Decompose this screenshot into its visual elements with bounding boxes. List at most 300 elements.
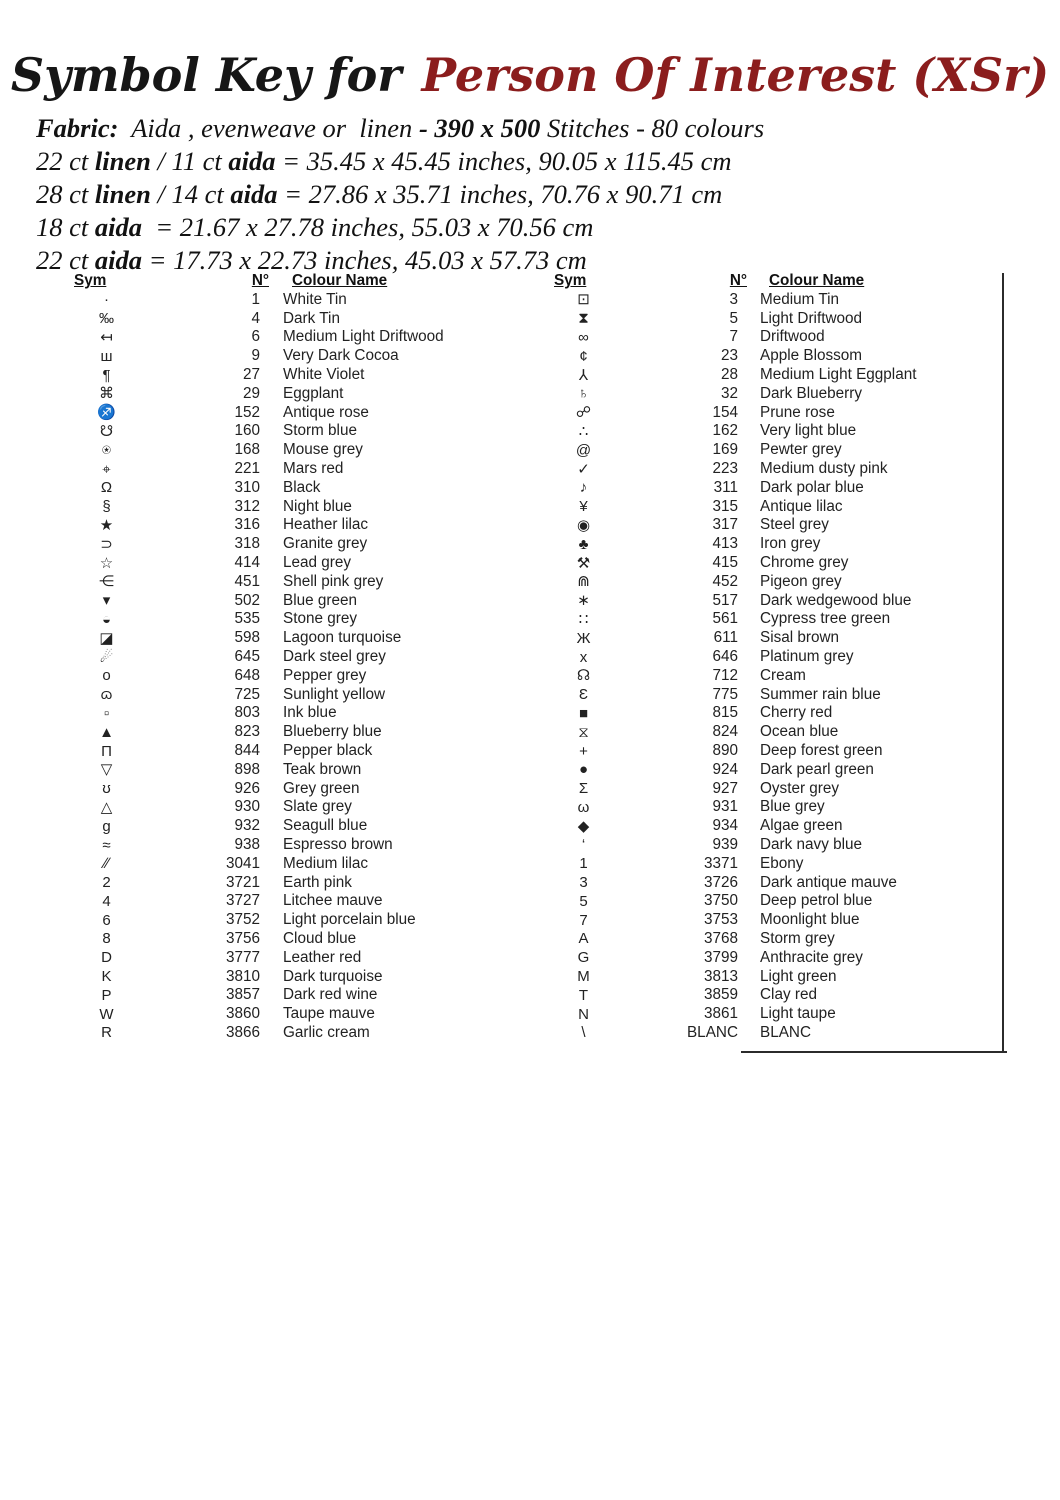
number-cell: 3 [729, 290, 738, 308]
symbol-cell: ♐ [97, 404, 116, 422]
table-header-row [545, 271, 916, 291]
symbol-row [545, 930, 916, 949]
fabric-segment: aida [94, 212, 142, 242]
colour-name-cell: Medium Light Driftwood [283, 328, 444, 346]
number-cell: 3756 [225, 929, 260, 947]
symbol-row [545, 384, 916, 403]
number-cell: 611 [713, 629, 738, 647]
symbol-cell: ☄ [99, 648, 114, 666]
fabric-line [36, 178, 764, 211]
colour-name-cell: Mars red [283, 460, 344, 478]
symbol-cell: Ɛ [578, 686, 589, 704]
symbol-row [65, 535, 444, 554]
symbol-row [65, 911, 444, 930]
colour-name-cell: Cloud blue [283, 929, 357, 947]
colour-name-cell: Apple Blossom [760, 347, 863, 365]
symbol-row [65, 384, 444, 403]
symbol-cell: ▫ [103, 704, 110, 722]
symbol-cell: ш [100, 347, 113, 365]
symbol-row [65, 986, 444, 1005]
number-cell: 7 [729, 328, 738, 346]
number-cell: 898 [234, 760, 260, 778]
number-cell: 926 [234, 779, 260, 797]
symbol-cell: 4 [102, 892, 111, 910]
symbol-cell: Σ [578, 780, 589, 798]
symbol-cell: N [578, 1005, 589, 1023]
number-cell: 23 [720, 347, 738, 365]
fabric-segment: - 390 x 500 [418, 113, 541, 143]
fabric-info [36, 112, 764, 277]
symbol-cell: 8 [102, 930, 111, 948]
symbol-cell: G [577, 949, 590, 967]
colour-name-cell: Earth pink [283, 873, 352, 891]
fabric-line [36, 112, 764, 145]
symbol-row [545, 610, 916, 629]
symbol-cell: ∞ [578, 328, 589, 346]
symbol-cell: R [101, 1024, 112, 1042]
number-cell: 535 [234, 610, 260, 628]
symbol-row [545, 986, 916, 1005]
fabric-segment: 22 ct [36, 146, 95, 176]
number-cell: 311 [713, 478, 738, 496]
number-cell: 844 [234, 742, 260, 760]
number-cell: 3799 [703, 948, 738, 966]
colour-name-cell: Pepper black [283, 742, 373, 760]
symbol-cell: 3 [579, 874, 588, 892]
number-cell: 415 [712, 554, 738, 572]
fabric-segment: aida [228, 146, 276, 176]
symbol-cell: ☍ [575, 404, 592, 422]
symbol-cell: \ [581, 1024, 586, 1042]
project-name: Person Of Interest (XSr) [421, 48, 1050, 102]
colour-name-cell: Sisal brown [760, 629, 840, 647]
colour-name-cell: Light porcelain blue [283, 911, 416, 929]
number-cell: 1 [251, 290, 260, 308]
symbol-cell: + [579, 742, 588, 760]
colour-name-cell: Dark turquoise [283, 967, 383, 985]
symbol-cell: ⧖ [578, 723, 589, 741]
symbol-row [545, 291, 916, 310]
number-cell: 452 [712, 572, 738, 590]
symbol-cell: ʊ [102, 780, 111, 798]
colour-name-cell: Pepper grey [283, 666, 367, 684]
symbol-cell: ¢ [579, 347, 588, 365]
symbol-cell: ⋲ [99, 573, 114, 591]
colour-name-cell: Cherry red [760, 704, 833, 722]
number-cell: 223 [712, 460, 738, 478]
colour-name-cell: BLANC [760, 1023, 812, 1041]
symbol-cell: ⌘ [99, 385, 114, 403]
fabric-line [36, 145, 764, 178]
colour-name-cell: Espresso brown [283, 836, 393, 853]
colour-name-cell: Dark navy blue [760, 836, 863, 853]
number-cell: 32 [720, 384, 738, 402]
symbol-row [545, 441, 916, 460]
symbol-cell: T [578, 986, 589, 1004]
symbol-row [545, 779, 916, 798]
number-cell: 3857 [225, 986, 260, 1004]
fabric-segment: 22 ct [36, 245, 95, 275]
colour-name-cell: Ocean blue [760, 723, 839, 741]
symbol-cell: ≈ [102, 836, 111, 854]
colour-name-cell: Antique lilac [760, 497, 843, 515]
symbol-row [65, 572, 444, 591]
number-cell: 824 [712, 723, 738, 741]
symbol-cell: ★ [99, 516, 114, 534]
symbol-cell: x [579, 648, 588, 666]
symbol-row [545, 892, 916, 911]
symbol-cell: ♪ [579, 479, 588, 497]
symbol-row [545, 798, 916, 817]
symbol-cell: ∕∕ [103, 855, 109, 873]
colour-name-cell: Stone grey [283, 610, 357, 628]
symbol-cell: 2 [102, 874, 111, 892]
fabric-segment: / 14 ct [150, 179, 231, 209]
symbol-cell: ☊ [576, 667, 591, 685]
colour-name-cell: Blue green [283, 591, 357, 609]
number-cell: BLANC [686, 1023, 738, 1041]
symbol-cell: ☆ [99, 554, 114, 572]
symbol-cell: M [577, 968, 590, 986]
symbol-row [545, 723, 916, 742]
symbol-cell: ⊃ [100, 535, 113, 553]
colour-name-cell: Blueberry blue [283, 723, 382, 741]
symbol-cell: ♄ [577, 385, 590, 403]
symbol-cell: ■ [578, 704, 589, 722]
symbol-row [65, 610, 444, 629]
symbol-row [65, 1005, 444, 1024]
number-cell: 561 [712, 610, 738, 628]
colour-name-cell: Very Dark Cocoa [283, 347, 399, 365]
header-number: N° [729, 271, 747, 289]
colour-name-cell: Steel grey [760, 516, 829, 534]
number-cell: 712 [712, 666, 738, 684]
symbol-row [65, 629, 444, 648]
colour-name-cell: Dark polar blue [760, 478, 864, 496]
symbol-row [65, 478, 444, 497]
number-cell: 938 [234, 836, 260, 853]
fabric-segment: / 11 ct [150, 146, 229, 176]
number-cell: 413 [712, 535, 738, 553]
symbol-row [65, 854, 444, 873]
number-cell: 815 [712, 704, 738, 722]
symbol-row [65, 873, 444, 892]
colour-name-cell: Pewter grey [760, 441, 842, 459]
number-cell: 3727 [225, 892, 260, 910]
symbol-cell: ♣ [578, 535, 589, 553]
colour-name-cell: Algae green [760, 817, 843, 835]
symbol-cell: ⧗ [578, 310, 589, 328]
symbol-cell: ∗ [577, 592, 590, 610]
colour-name-cell: Chrome grey [760, 554, 849, 572]
colour-name-cell: Dark red wine [283, 986, 378, 1004]
symbol-row [65, 497, 444, 516]
symbol-row [545, 422, 916, 441]
number-cell: 823 [234, 723, 260, 741]
symbol-cell: ↤ [100, 328, 113, 346]
symbol-row [545, 948, 916, 967]
symbol-row [65, 591, 444, 610]
fabric-segment: = 35.45 x 45.45 inches, 90.05 x 115.45 cm [275, 146, 732, 176]
symbol-cell: ¥ [579, 498, 588, 516]
colour-name-cell: Moonlight blue [760, 911, 860, 929]
symbol-cell: W [99, 1005, 114, 1023]
table-border-right [1002, 273, 1004, 1052]
symbol-row [65, 516, 444, 535]
symbol-cell: ◆ [577, 817, 590, 835]
number-cell: 317 [712, 516, 738, 534]
symbol-cell: ◪ [99, 629, 114, 647]
symbol-row [545, 328, 916, 347]
number-cell: 315 [712, 497, 738, 515]
fabric-segment: linen [94, 146, 151, 176]
number-cell: 169 [712, 441, 738, 459]
symbol-row [65, 422, 444, 441]
colour-name-cell: Medium Tin [760, 290, 840, 308]
number-cell: 3752 [225, 911, 260, 929]
symbol-row [65, 817, 444, 836]
symbol-cell: o [102, 667, 111, 685]
symbol-cell: g [102, 817, 111, 835]
symbol-row [65, 554, 444, 573]
symbol-row [545, 516, 916, 535]
colour-name-cell: Litchee mauve [283, 892, 383, 910]
symbol-row [65, 403, 444, 422]
colour-name-cell: Antique rose [283, 403, 369, 421]
colour-name-cell: Dark antique mauve [760, 873, 897, 891]
symbol-row [545, 817, 916, 836]
colour-name-cell: Sunlight yellow [283, 685, 386, 703]
symbol-row [65, 930, 444, 949]
colour-name-cell: Teak brown [283, 760, 362, 778]
colour-name-cell: Dark steel grey [283, 648, 386, 666]
colour-name-cell: White Violet [283, 366, 365, 384]
symbol-row [65, 328, 444, 347]
colour-name-cell: Light green [760, 967, 837, 985]
number-cell: 5 [729, 309, 738, 327]
symbol-row [65, 779, 444, 798]
symbol-row [545, 704, 916, 723]
colour-name-cell: Night blue [283, 497, 352, 515]
symbol-cell: ¶ [102, 366, 111, 384]
colour-name-cell: Very light blue [760, 422, 857, 440]
colour-name-cell: Driftwood [760, 328, 825, 346]
colour-name-cell: Shell pink grey [283, 572, 384, 590]
symbol-cell: ◒ [101, 610, 112, 628]
symbol-row [65, 347, 444, 366]
colour-name-cell: Grey green [283, 779, 360, 797]
colour-name-cell: Cream [760, 666, 806, 684]
fabric-segment: = 27.86 x 35.71 inches, 70.76 x 90.71 cm [277, 179, 723, 209]
table-border-bottom [741, 1051, 1007, 1053]
fabric-segment: 18 ct [36, 212, 95, 242]
number-cell: 932 [234, 817, 260, 835]
colour-name-cell: Anthracite grey [760, 948, 863, 966]
symbol-row [545, 460, 916, 479]
number-cell: 3750 [703, 892, 738, 910]
symbol-cell: ⌖ [102, 460, 111, 478]
symbol-row [65, 309, 444, 328]
fabric-segment: aida [94, 245, 142, 275]
colour-name-cell: Clay red [760, 986, 817, 1004]
number-cell: 645 [234, 648, 260, 666]
symbol-row [545, 873, 916, 892]
colour-name-cell: Lead grey [283, 554, 352, 572]
symbol-cell: ‰ [99, 310, 114, 328]
symbol-row [545, 554, 916, 573]
colour-name-cell: Lagoon turquoise [283, 629, 402, 647]
symbol-row [545, 760, 916, 779]
symbol-cell: ▾ [102, 592, 111, 610]
symbol-row [545, 497, 916, 516]
symbol-row [65, 948, 444, 967]
number-cell: 4 [251, 309, 260, 327]
colour-name-cell: Blue grey [760, 798, 825, 816]
colour-name-cell: Mouse grey [283, 441, 363, 459]
colour-name-cell: Black [283, 478, 321, 496]
colour-name-cell: Cypress tree green [760, 610, 891, 628]
symbol-row [545, 591, 916, 610]
colour-name-cell: Platinum grey [760, 648, 854, 666]
number-cell: 648 [234, 666, 260, 684]
symbol-cell: ☋ [99, 422, 114, 440]
number-cell: 927 [712, 779, 738, 797]
symbol-row [545, 967, 916, 986]
colour-name-cell: Leather red [283, 948, 362, 966]
fabric-segment: linen [94, 179, 151, 209]
colour-name-cell: Oyster grey [760, 779, 840, 797]
number-cell: 152 [234, 403, 260, 421]
title-prefix: Symbol Key for [10, 48, 402, 102]
number-cell: 517 [712, 591, 738, 609]
symbol-row [65, 291, 444, 310]
symbol-row [545, 648, 916, 667]
colour-name-cell: White Tin [283, 290, 347, 308]
colour-name-cell: Iron grey [760, 535, 821, 553]
colour-name-cell: Deep forest green [760, 742, 883, 760]
colour-name-cell: Dark Blueberry [760, 384, 863, 402]
number-cell: 310 [234, 478, 260, 496]
colour-name-cell: Ink blue [283, 704, 337, 722]
number-cell: 3371 [703, 854, 738, 872]
colour-name-cell: Storm blue [283, 422, 357, 440]
colour-name-cell: Dark pearl green [760, 760, 874, 778]
symbol-row [545, 572, 916, 591]
symbol-row [545, 347, 916, 366]
symbol-cell: 5 [579, 892, 588, 910]
number-cell: 3041 [225, 854, 260, 872]
document-title [0, 48, 1060, 102]
table-header-row [65, 271, 444, 291]
symbol-cell: ⚒ [576, 554, 591, 572]
symbol-cell: ⊡ [577, 291, 590, 309]
symbol-row [545, 836, 916, 855]
symbol-cell: ✓ [577, 460, 590, 478]
number-cell: 312 [234, 497, 260, 515]
symbol-cell: Ω [100, 479, 113, 497]
symbol-cell: 1 [579, 855, 588, 873]
symbol-row [65, 704, 444, 723]
symbol-row [65, 723, 444, 742]
number-cell: 3861 [703, 1005, 738, 1023]
symbol-row [65, 666, 444, 685]
colour-name-cell: Storm grey [760, 929, 835, 947]
colour-name-cell: Slate grey [283, 798, 352, 816]
fabric-line [36, 211, 764, 244]
colour-name-cell: Granite grey [283, 535, 368, 553]
number-cell: 318 [234, 535, 260, 553]
number-cell: 3777 [225, 948, 260, 966]
symbol-cell: § [102, 498, 111, 516]
symbol-cell: ʻ [581, 836, 586, 854]
header-colour-name: Colour Name [292, 271, 388, 289]
symbol-row [65, 648, 444, 667]
symbol-row [545, 1005, 916, 1024]
symbol-row [65, 366, 444, 385]
symbol-row [65, 836, 444, 855]
symbol-row [545, 911, 916, 930]
number-cell: 316 [234, 516, 260, 534]
number-cell: 930 [234, 798, 260, 816]
symbol-row [545, 535, 916, 554]
number-cell: 931 [712, 798, 738, 816]
colour-name-cell: Medium Light Eggplant [760, 366, 917, 384]
number-cell: 924 [712, 760, 738, 778]
number-cell: 502 [234, 591, 260, 609]
symbol-row [65, 685, 444, 704]
fabric-segment: = 21.67 x 27.78 inches, 55.03 x 70.56 cm [142, 212, 594, 242]
symbol-row [545, 309, 916, 328]
symbol-cell: ⍟ [101, 441, 111, 459]
colour-name-cell: Medium lilac [283, 854, 369, 872]
number-cell: 3768 [703, 929, 738, 947]
number-cell: 221 [234, 460, 260, 478]
colour-name-cell: Ebony [760, 854, 804, 872]
colour-name-cell: Prune rose [760, 403, 835, 421]
symbol-cell: Ж [576, 629, 591, 647]
symbol-cell: ● [578, 761, 589, 779]
colour-name-cell: Light taupe [760, 1005, 836, 1023]
number-cell: 725 [234, 685, 260, 703]
number-cell: 646 [712, 648, 738, 666]
colour-name-cell: Medium dusty pink [760, 460, 888, 478]
symbol-row [545, 403, 916, 422]
symbol-cell: 6 [102, 911, 111, 929]
symbol-cell: A [578, 930, 589, 948]
colour-name-cell: Pigeon grey [760, 572, 842, 590]
symbol-row [65, 441, 444, 460]
fabric-segment: = 17.73 x 22.73 inches, 45.03 x 57.73 cm [142, 245, 587, 275]
symbol-row [65, 798, 444, 817]
number-cell: 3859 [703, 986, 738, 1004]
symbol-cell: ▲ [99, 723, 114, 741]
colour-name-cell: Dark Tin [283, 309, 340, 327]
colour-name-cell: Garlic cream [283, 1023, 370, 1041]
symbol-row [65, 892, 444, 911]
number-cell: 414 [234, 554, 260, 572]
symbol-cell: Π [101, 742, 112, 760]
symbol-cell: ⅄ [578, 366, 589, 384]
colour-name-cell: Summer rain blue [760, 685, 881, 703]
number-cell: 168 [234, 441, 260, 459]
number-cell: 890 [712, 742, 738, 760]
symbol-cell: ⋒ [577, 573, 590, 591]
symbol-cell: · [104, 291, 109, 309]
header-number: N° [251, 271, 269, 289]
number-cell: 3753 [703, 911, 738, 929]
number-cell: 3721 [225, 873, 260, 891]
colour-name-cell: Deep petrol blue [760, 892, 873, 910]
